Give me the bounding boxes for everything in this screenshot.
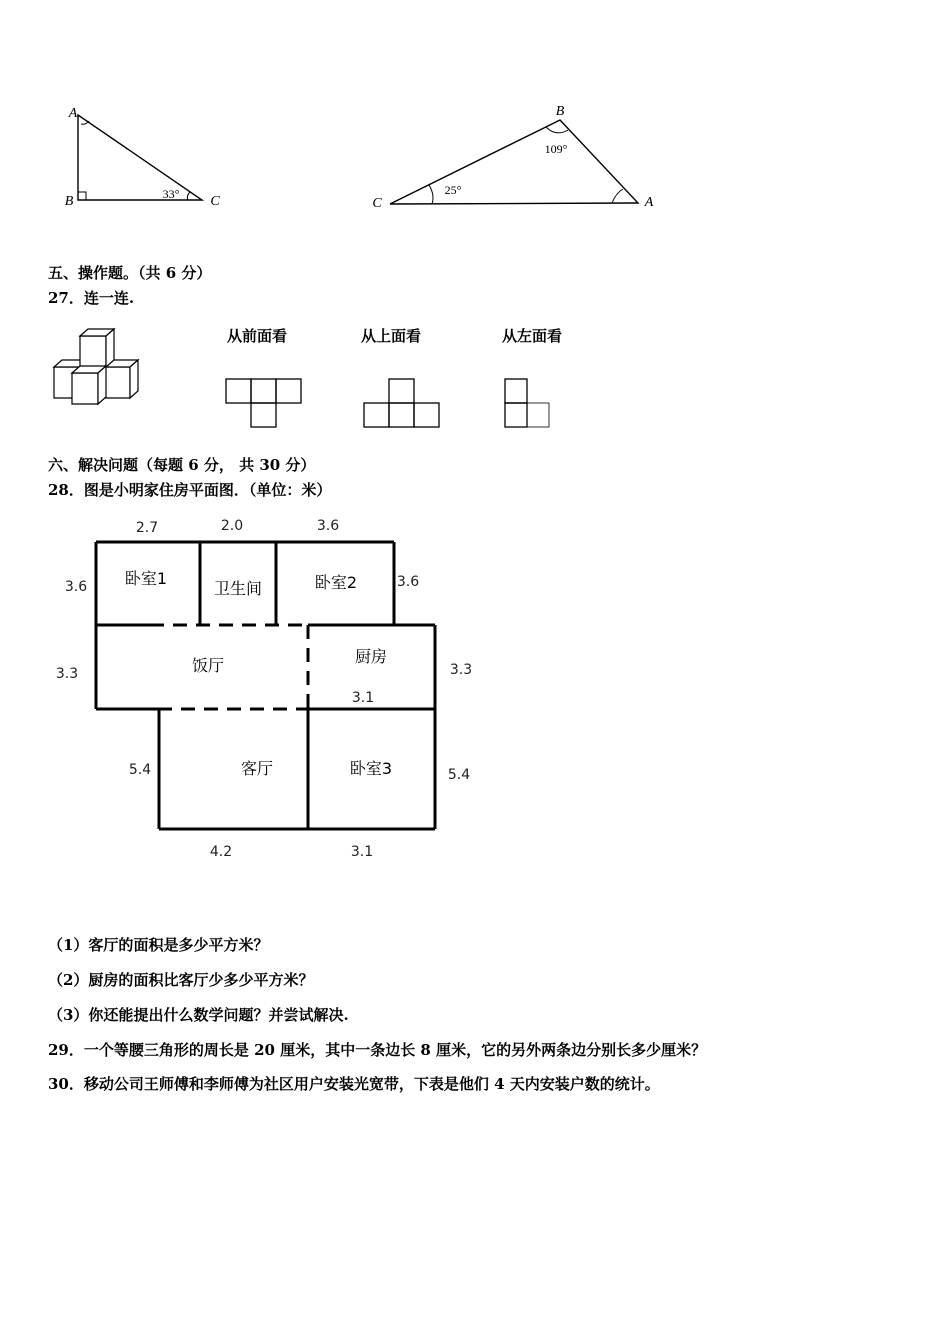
triangle-right-vertex-a: A	[644, 195, 654, 210]
section6-heading: 六、解决问题（每题 6 分， 共 30 分）	[48, 456, 316, 474]
question-28-part-2: （2）厨房的面积比客厅少多少平方米？	[48, 971, 314, 989]
room-bathroom: 卫生间	[213, 579, 263, 598]
room-dining: 饭厅	[191, 656, 225, 675]
cube-stack-figure	[46, 320, 156, 410]
triangle-right-angle-c: 25°	[444, 183, 462, 197]
triangle-left-vertex-a: A	[68, 106, 78, 121]
floor-plan	[40, 505, 510, 875]
dim-bottom-1: 4.2	[209, 844, 233, 860]
dim-right-top: 3.6	[396, 574, 420, 590]
dim-left-mid: 3.3	[55, 666, 79, 682]
section5-heading: 五、操作题。（共 6 分）	[48, 264, 212, 282]
dim-left-top: 3.6	[64, 579, 88, 595]
dim-kitchen-inner: 3.1	[351, 690, 375, 706]
question-30: 30．移动公司王师傅和李师傅为社区用户安装光宽带，下表是他们 4 天内安装户数的统计。	[48, 1075, 660, 1093]
triangle-left-vertex-b: B	[64, 194, 74, 209]
view-label-front: 从前面看	[227, 327, 288, 345]
dim-right-mid: 3.3	[449, 662, 473, 678]
question-28: 28．图是小明家住房平面图．（单位：米）	[48, 481, 332, 499]
view-front-figure[interactable]	[222, 374, 306, 434]
triangle-right-vertex-b: B	[555, 104, 565, 119]
triangle-right-angle-b: 109°	[544, 142, 568, 156]
room-bedroom-1: 卧室1	[124, 569, 168, 588]
triangle-right-vertex-c: C	[372, 196, 382, 211]
dim-right-bottom: 5.4	[447, 767, 471, 783]
dim-top-1: 2.7	[135, 520, 159, 536]
triangle-left-figure	[40, 95, 240, 220]
triangle-left-angle-c: 33°	[162, 187, 180, 201]
view-top-figure[interactable]	[360, 374, 444, 434]
room-kitchen: 厨房	[354, 647, 388, 666]
question-28-part-1: （1）客厅的面积是多少平方米？	[48, 936, 269, 954]
dim-top-3: 3.6	[316, 518, 340, 534]
room-bedroom-3: 卧室3	[349, 759, 393, 778]
room-bedroom-2: 卧室2	[314, 573, 358, 592]
dim-top-2: 2.0	[220, 518, 244, 534]
triangle-left-vertex-c: C	[210, 194, 220, 209]
question-27: 27．连一连.	[48, 289, 135, 307]
view-label-top: 从上面看	[361, 327, 422, 345]
question-29: 29．一个等腰三角形的周长是 20 厘米，其中一条边长 8 厘米，它的另外两条边分别长多少厘米？	[48, 1041, 707, 1059]
dim-left-bottom: 5.4	[128, 762, 152, 778]
room-living: 客厅	[240, 759, 274, 778]
view-left-figure[interactable]	[500, 374, 560, 434]
triangle-right-figure	[360, 95, 670, 220]
view-label-left: 从左面看	[502, 327, 563, 345]
question-28-part-3: （3）你还能提出什么数学问题？并尝试解决.	[48, 1006, 349, 1024]
dim-bottom-2: 3.1	[350, 844, 374, 860]
